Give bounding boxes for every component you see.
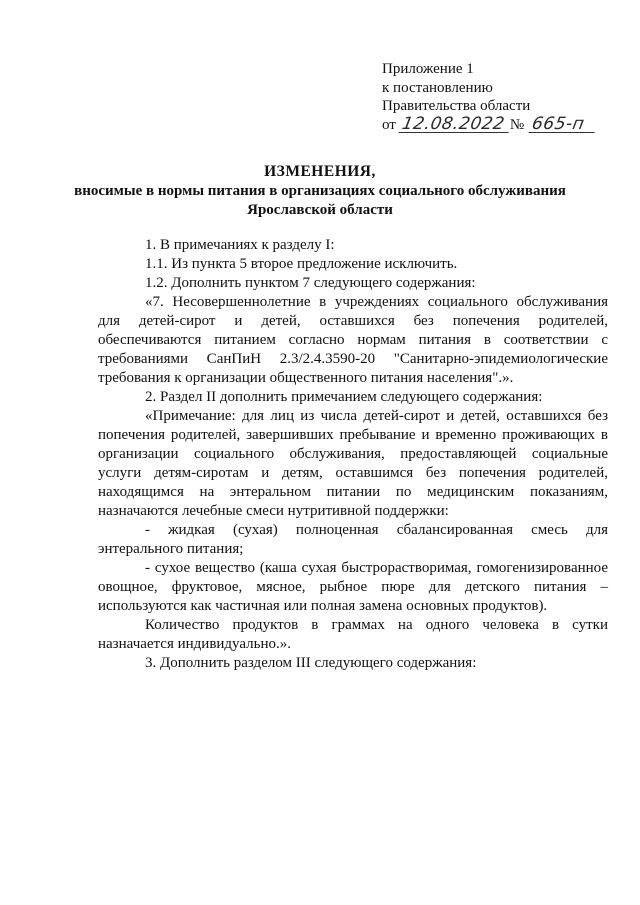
paragraph-2: 2. Раздел II дополнить примечанием следующего содержания: <box>145 389 543 405</box>
document-subtitle <box>0 182 640 220</box>
paragraph-quote-7: «7. Несовершеннолетние в учреждениях социального обслуживания для детей-сирот и детей, оставшихся без попечения родителей, обеспечиваются питанием согласно нормам питания в соответствии с требованиями СанПиН 2.3/2.4.3590-20 "Санитарно-эпидемиологические требования к организации общественного питания населения".». <box>98 294 608 386</box>
paragraph-dry-substance: - сухое вещество (каша сухая быстрорастворимая, гомогенизированное овощное, фруктовое, мясное, рыбное пюре для детского питания – используются как частичная или полная замена основных продуктов). <box>98 560 608 614</box>
appendix-line-2: к постановлению <box>382 79 493 96</box>
appendix-line-3: Правительства области <box>382 98 531 114</box>
paragraph-liquid-mix: - жидкая (сухая) полноценная сбалансированная смесь для энтерального питания; <box>98 522 608 557</box>
paragraph-1-1: 1.1. Из пункта 5 второе предложение исключить. <box>145 256 458 272</box>
appendix-line-1: Приложение 1 <box>382 61 474 77</box>
document-body <box>98 236 608 673</box>
number-prefix: № <box>509 116 525 133</box>
appendix-block <box>382 60 596 134</box>
paragraph-quantity: Количество продуктов в граммах на одного человека в сутки назначается индивидуально.». <box>98 617 608 652</box>
appendix-date-number-row <box>382 113 596 135</box>
subtitle-line-2: Ярославской области <box>247 202 393 218</box>
date-prefix: от <box>382 116 396 133</box>
paragraph-3: 3. Дополнить разделом III следующего содержания: <box>145 655 477 671</box>
paragraph-1-2: 1.2. Дополнить пунктом 7 следующего содержания: <box>145 275 476 291</box>
subtitle-line-1: вносимые в нормы питания в организациях социального обслуживания <box>74 183 566 199</box>
handwritten-date: 12.08.2022 <box>398 116 511 133</box>
paragraph-note: «Примечание: для лиц из числа детей-сирот и детей, оставшихся без попечения родителей, завершивших пребывание и временно проживающих в организации социального обслуживания, предоставляющей социальные услуги детям-сиротам и детям, оставшимся без попечения родителей, находящимся на энтеральном питании по медицинским показаниям, назначаются лечебные смеси нутритивной поддержки: <box>98 408 608 519</box>
paragraph-1: 1. В примечаниях к разделу I: <box>145 237 335 253</box>
document-heading: ИЗМЕНЕНИЯ, <box>264 163 376 180</box>
handwritten-number: 665-п <box>529 116 598 133</box>
